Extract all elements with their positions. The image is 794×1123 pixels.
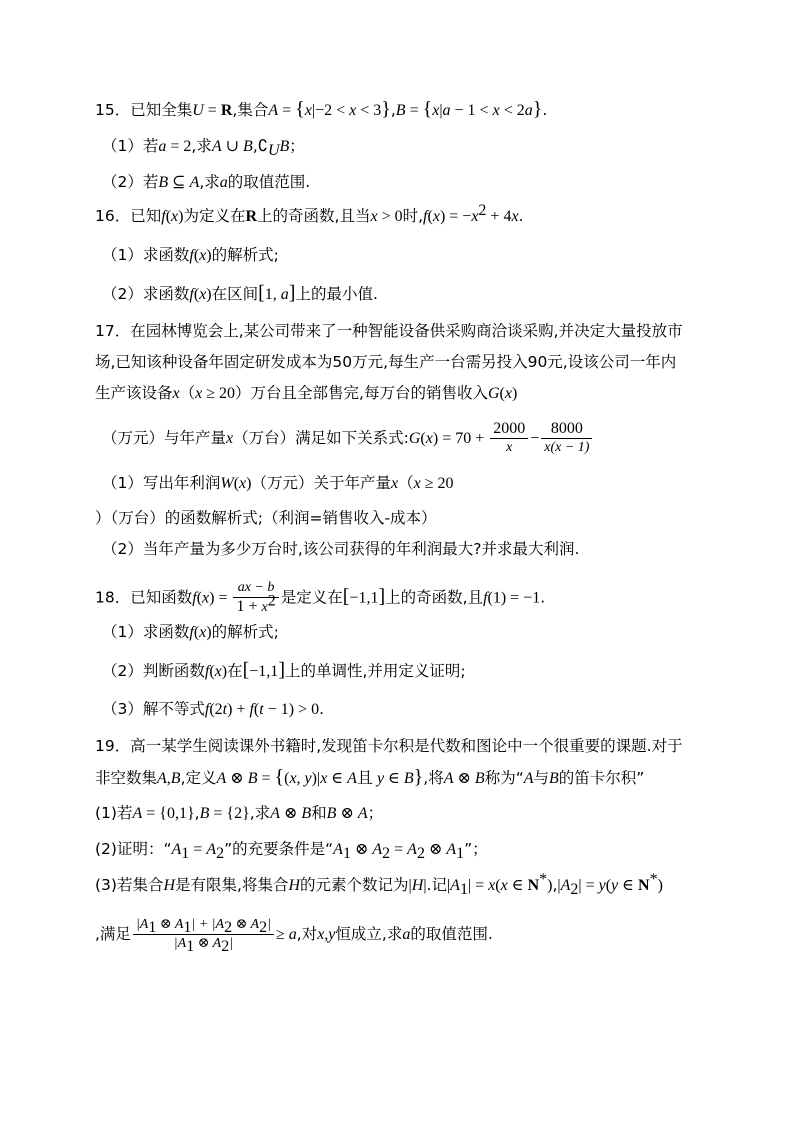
text: ,对	[296, 925, 318, 943]
text: .	[319, 700, 325, 718]
problem-18-q3: （3）解不等式f(2t) + f(t − 1) > 0.	[102, 700, 325, 718]
text: .记	[426, 876, 447, 894]
text: 的笛卡尔积”	[558, 769, 645, 787]
text: 和	[311, 804, 327, 822]
problem-16-q2: （2）求函数f(x)在区间[1, a]上的最小值.	[102, 282, 378, 304]
problem-19-line1: 19．高一某学生阅读课外书籍时,发现笛卡尔积是代数和图论中一个很重要的课题.对于	[95, 737, 683, 755]
text: （2）若	[102, 173, 159, 191]
text: 与	[533, 769, 550, 787]
text: ,	[552, 876, 558, 894]
text: 生产该设备	[95, 384, 173, 402]
text: 恒成立,求	[335, 925, 403, 943]
text: （1）若	[102, 137, 159, 155]
problem-18-stem: 18．已知函数f(x) = $\frac{ax - b}{1 + x^2}$ 是定义在[−1,1]上的奇函数,且f(1) = −1.	[95, 580, 546, 615]
problem-16-q1: （1）求函数f(x)的解析式;	[102, 246, 279, 264]
text: （1）求函数	[102, 623, 190, 641]
text: 为定义在	[183, 207, 246, 225]
problem-17-q1-cont: ）（万台）的函数解析式;（利润=销售收入-成本）	[95, 509, 437, 527]
text: 在	[227, 662, 243, 680]
text: （2）求函数	[102, 285, 190, 303]
text: （3）解不等式	[102, 700, 205, 718]
problem-19-q3-cont: ,满足 $\frac{|A_1 \otimes A_1| + |A_2 \otimes A_2|}{|A_1 \otimes A_2|}$ ≥ a,对x,y恒成立,求a的取值范围.	[95, 917, 493, 955]
text: 上的奇函数,且	[385, 588, 484, 607]
text: ”；	[464, 840, 488, 858]
problem-15-q2: （2）若B ⊆ A,求a的取值范围.	[102, 173, 311, 191]
text: ,	[390, 101, 396, 119]
text: 在区间	[211, 285, 259, 303]
text: (2)证明：“	[95, 840, 172, 858]
text: ,求	[249, 804, 271, 822]
problem-17-line1: 17．在园林博览会上,某公司带来了一种智能设备供采购商洽谈采购,并决定大量投放市	[95, 322, 683, 340]
text: （	[179, 384, 196, 402]
problem-17-q1: （1）写出年利润W(x)（万元）关于年产量x（x ≥ 20	[102, 474, 454, 492]
problem-17-line3: 生产该设备x（x ≥ 20）万台且全部售完,每万台的销售收入G(x)	[95, 384, 518, 402]
text: （万元）关于年产量	[251, 474, 391, 492]
problem-19-line2: 非空数集A,B,定义A ⊗ B = {(x, y)|x ∈ A且 y ∈ B},将A ⊗ B称为“A与B的笛卡尔积”	[95, 766, 645, 788]
text: （万台）满足如下关系式:	[233, 429, 409, 447]
text: ；	[289, 137, 305, 155]
text: 上的最小值.	[295, 285, 378, 303]
problem-17-line2: 场,已知该种设备年固定研发成本为50万元,每生产一台需另投入90元,设该公司一年内	[95, 353, 677, 371]
text: .	[518, 207, 524, 225]
text: ,求	[199, 173, 220, 191]
text: .	[540, 588, 546, 607]
problem-17-line4: （万元）与年产量x（万台）满足如下关系式:G(x) = 70 + $\frac{2000}{x}$ − $\frac{8000}{x(x - 1)}$	[102, 421, 594, 456]
text: 16．已知	[95, 207, 162, 225]
problem-15-stem: 15．已知全集U = R,集合A = {x|−2 < x < 3},B = {x|a − 1 < x < 2a}.	[95, 98, 548, 120]
text: 上的奇函数,且当	[257, 207, 371, 225]
text: 是定义在	[280, 588, 343, 607]
text: 非空数集	[95, 769, 158, 787]
text: ,	[194, 804, 200, 822]
text: ”的充要条件是“	[224, 840, 334, 858]
text: （1）求函数	[102, 246, 190, 264]
text: （2）判断函数	[102, 662, 205, 680]
text: （万元）与年产量	[102, 429, 227, 447]
problem-18-q2: （2）判断函数f(x)在[−1,1]上的单调性,并用定义证明;	[102, 659, 466, 681]
text: （1）写出年利润	[102, 474, 221, 492]
text: 的解析式;	[211, 246, 279, 264]
text: ,集合	[232, 101, 269, 119]
text: 的元素个数记为	[300, 876, 409, 894]
text: ）万台且全部售完,每万台的销售收入	[235, 384, 488, 402]
problem-18-q1: （1）求函数f(x)的解析式;	[102, 623, 279, 641]
text: 是有限集,将集合	[175, 876, 289, 894]
text: (3)若集合	[95, 876, 164, 894]
text: 称为“	[484, 769, 524, 787]
text: (1)若	[95, 804, 133, 822]
text: ,定义	[180, 769, 217, 787]
text: 的取值范围.	[227, 173, 311, 191]
text: 时,	[402, 207, 424, 225]
problem-15-q1: （1）若a = 2,求A ∪ $B,∁_UB$；	[102, 137, 305, 160]
text: 上的单调性,并用定义证明;	[284, 662, 466, 680]
text: 18．已知函数	[95, 588, 193, 607]
problem-16-stem: 16．已知f(x)为定义在R上的奇函数,且当x > 0时$,f(x) = -x^2 + 4x$.	[95, 201, 524, 225]
problem-19-q1: (1)若A = {0,1},B = {2},求A ⊗ B和B ⊗ A；	[95, 804, 384, 822]
text: 的取值范围.	[410, 925, 493, 943]
text: ；	[367, 804, 384, 822]
text: .	[542, 101, 548, 119]
text: 的解析式;	[211, 623, 279, 641]
text: ,将	[423, 769, 444, 787]
text: ,	[252, 137, 258, 155]
problem-17-q2: （2）当年产量为多少万台时,该公司获得的年利润最大?并求最大利润.	[102, 540, 580, 558]
text: 15．已知全集	[95, 101, 193, 119]
text: （	[398, 474, 414, 492]
problem-19-q2: (2)证明：“$A_1 = A_2$”的充要条件是“$A_1$ ⊗ $A_2 = A_2$ ⊗ $A_1$”；	[95, 840, 488, 863]
problem-19-q3: (3)若集合H是有限集,将集合H的元素个数记为|H|.记$|A_1| = x(x$ ∈ $N^*),|A_2| = y(y$ ∈ N*)	[95, 870, 663, 899]
text: ,满足	[95, 925, 131, 943]
text: ,求	[191, 137, 212, 155]
